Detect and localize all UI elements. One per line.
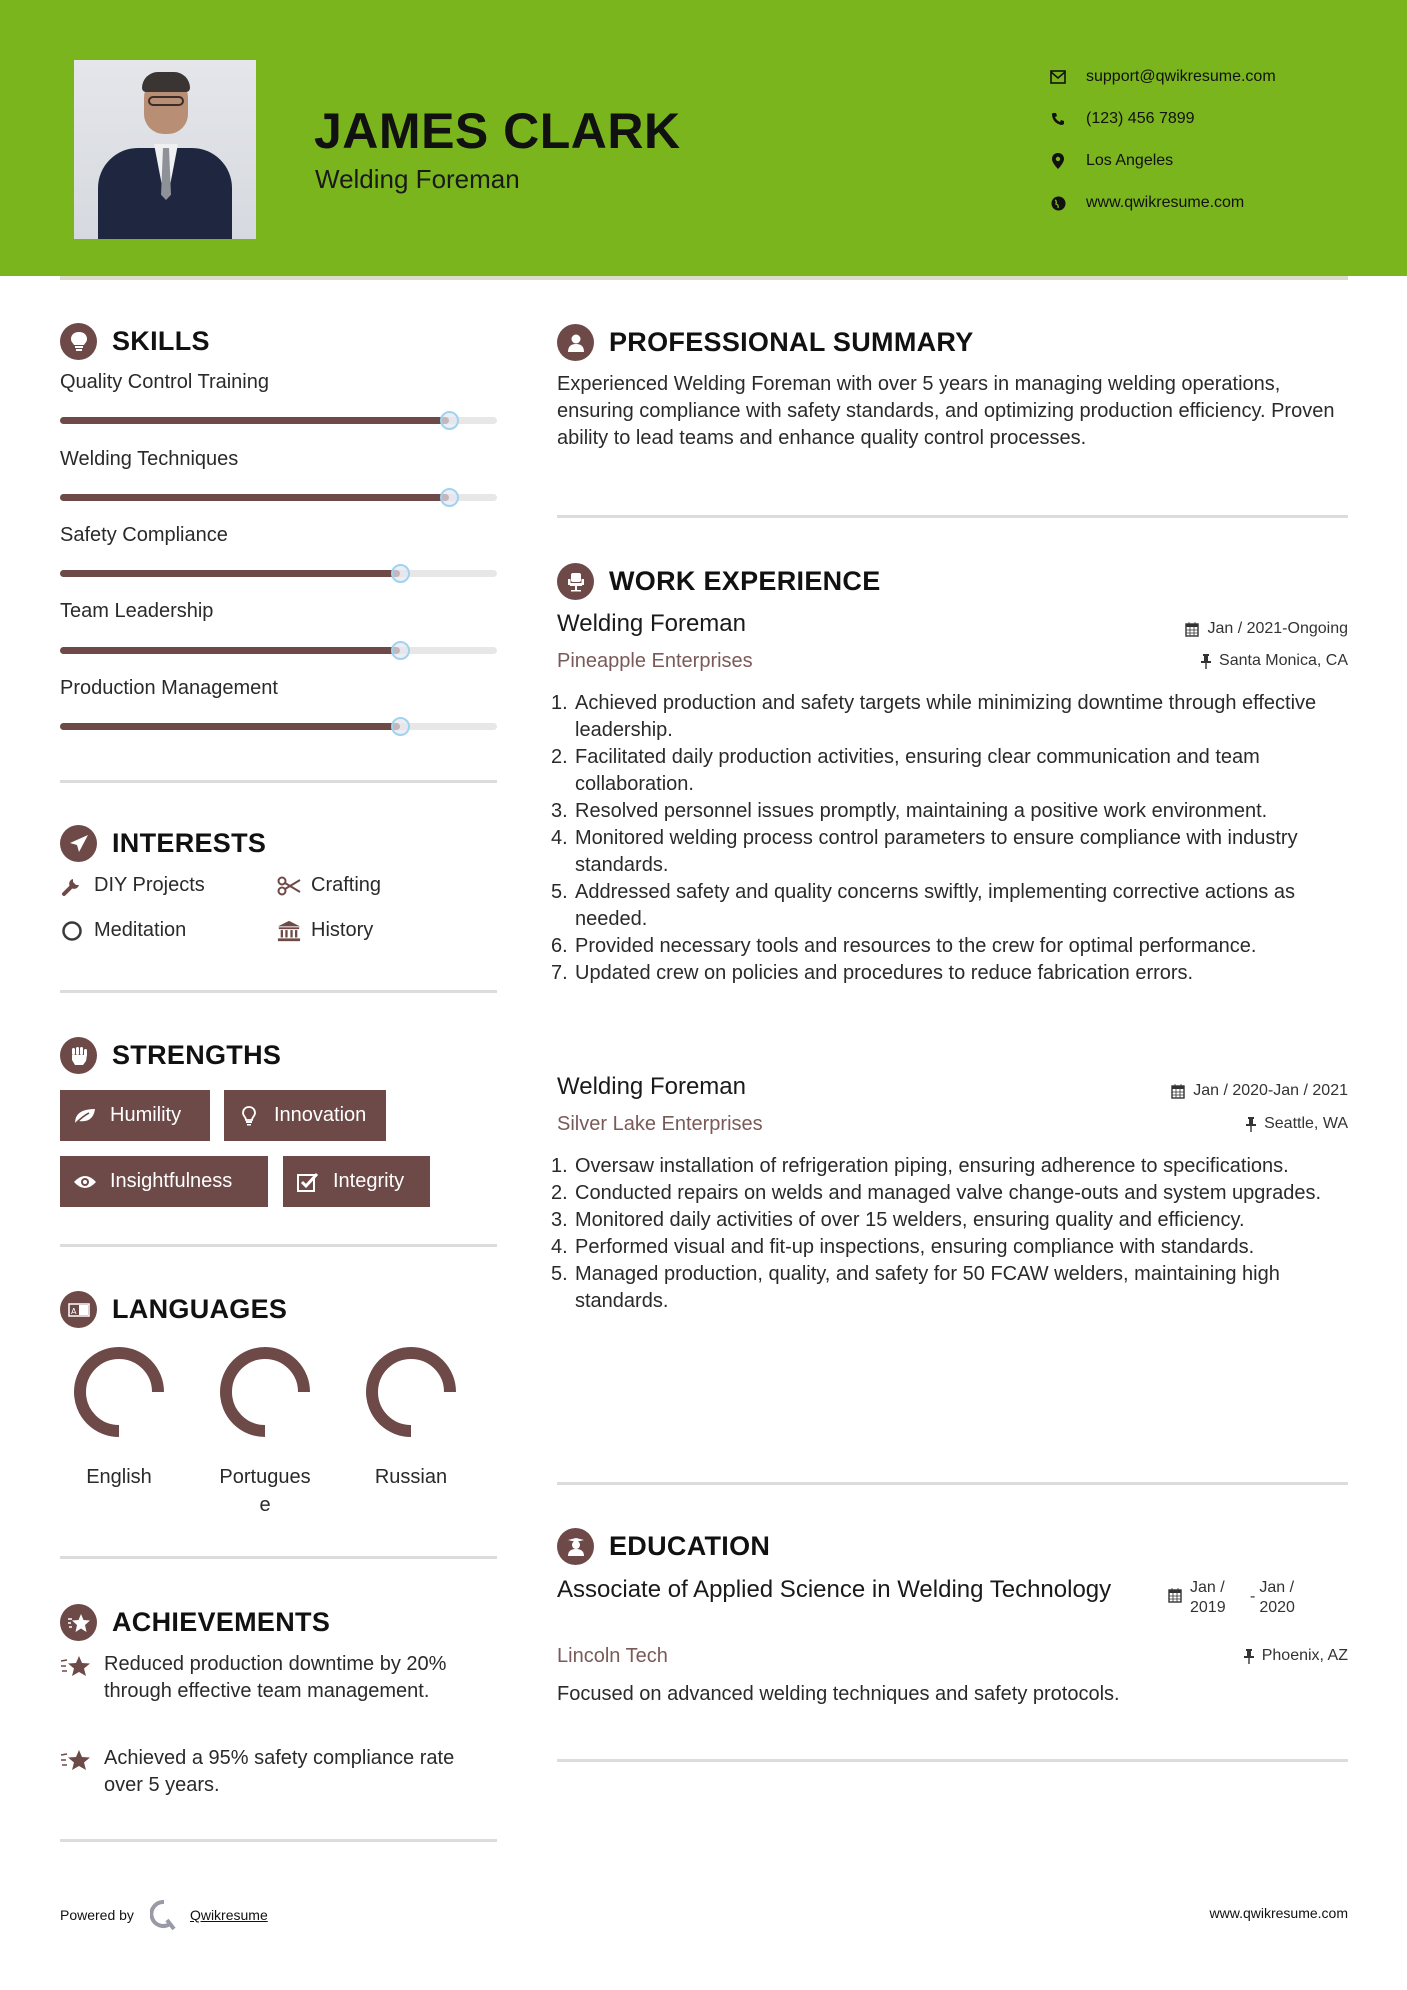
qwikresume-link[interactable]: Qwikresume xyxy=(189,1907,268,1923)
achievement-item: Achieved a 95% safety compliance rate over 5 years. xyxy=(60,1745,490,1799)
duty-item: 6. Provided necessary tools and resources to the crew for optimal performance. xyxy=(551,935,1257,957)
user-icon xyxy=(557,324,594,361)
skill-bar xyxy=(60,647,497,654)
skill-bar-handle xyxy=(391,564,410,583)
duty-item: 4. Performed visual and fit-up inspections, ensuring compliance with standards. xyxy=(551,1236,1255,1258)
pushpin-icon xyxy=(1246,1117,1256,1132)
skill-bar-handle xyxy=(391,641,410,660)
wrench-icon xyxy=(60,875,84,897)
candidate-name: JAMES CLARK xyxy=(314,103,681,159)
achievements-heading: ACHIEVEMENTS xyxy=(60,1604,330,1641)
skill-label: Team Leadership xyxy=(60,600,214,622)
language-progress-ring xyxy=(74,1347,164,1437)
duty-item: 5. Addressed safety and quality concerns swiftly, implementing corrective actions as needed. xyxy=(551,881,1295,930)
section-divider xyxy=(60,780,497,783)
job-dates: Jan / 2021-Ongoing xyxy=(1185,620,1348,638)
job-duties-list xyxy=(551,690,1357,987)
interests-heading: INTERESTS xyxy=(60,825,266,862)
footer-website[interactable]: www.qwikresume.com xyxy=(1209,1905,1348,1921)
education-location: Phoenix, AZ xyxy=(1244,1647,1348,1665)
fist-icon xyxy=(60,1037,97,1074)
school-name: Lincoln Tech xyxy=(557,1645,668,1667)
section-divider xyxy=(60,1244,497,1247)
duty-item: 3. Monitored daily activities of over 15 welders, ensuring quality and efficiency. xyxy=(551,1209,1245,1231)
section-divider xyxy=(557,1482,1348,1485)
star-icon xyxy=(60,1651,92,1705)
paper-plane-icon xyxy=(60,825,97,862)
job-company: Silver Lake Enterprises xyxy=(557,1113,763,1135)
job-dates: Jan / 2020-Jan / 2021 xyxy=(1171,1082,1348,1100)
job-location: Seattle, WA xyxy=(1246,1115,1348,1133)
globe-icon xyxy=(1050,195,1066,211)
contact-location-text: Los Angeles xyxy=(1086,152,1174,169)
interest-item: Meditation xyxy=(60,919,186,942)
interest-item: DIY Projects xyxy=(60,874,205,897)
job-title: Welding Foreman xyxy=(557,1073,746,1100)
star-badge-icon xyxy=(60,1604,97,1641)
skill-label: Production Management xyxy=(60,677,278,699)
star-icon xyxy=(60,1745,92,1799)
duty-item: 2. Facilitated daily production activities, ensuring clear communication and team collaboration. xyxy=(551,746,1260,795)
lightbulb-icon xyxy=(236,1105,262,1127)
strength-chip: Insightfulness xyxy=(60,1156,268,1207)
chair-icon xyxy=(557,563,594,600)
calendar-icon xyxy=(1185,622,1199,637)
contact-website[interactable] xyxy=(1050,182,1276,224)
skill-label: Quality Control Training xyxy=(60,371,269,393)
leaf-icon xyxy=(72,1105,98,1127)
duty-item: 7. Updated crew on policies and procedures to reduce fabrication errors. xyxy=(551,962,1194,984)
contact-phone-text: (123) 456 7899 xyxy=(1086,110,1195,127)
education-dates xyxy=(1168,1578,1303,1618)
duty-item: 4. Monitored welding process control parameters to ensure compliance with industry standards. xyxy=(551,827,1298,876)
section-divider xyxy=(557,1759,1348,1762)
skill-bar xyxy=(60,570,497,577)
pushpin-icon xyxy=(1201,654,1211,669)
education-end-date: Jan / 2020 xyxy=(1259,1579,1295,1616)
duty-item: 1. Oversaw installation of refrigeration piping, ensuring adherence to specifications. xyxy=(551,1155,1289,1177)
skill-label: Welding Techniques xyxy=(60,448,239,470)
job-duties-list xyxy=(551,1153,1357,1315)
header-divider xyxy=(60,276,1348,280)
skill-bar-handle xyxy=(440,488,459,507)
map-marker-icon xyxy=(1050,153,1066,169)
skill-bar xyxy=(60,723,497,730)
skills-heading: SKILLS xyxy=(60,323,210,360)
duty-item: 2. Conducted repairs on welds and managed valve change-outs and system upgrades. xyxy=(551,1182,1322,1204)
summary-heading: PROFESSIONAL SUMMARY xyxy=(557,324,974,361)
contact-phone[interactable] xyxy=(1050,98,1276,140)
job-company: Pineapple Enterprises xyxy=(557,650,753,672)
section-divider xyxy=(557,515,1348,518)
section-divider xyxy=(60,1839,497,1842)
degree-title: Associate of Applied Science in Welding Technology xyxy=(557,1576,1112,1603)
skill-bar xyxy=(60,417,497,424)
education-description: Focused on advanced welding techniques and safety protocols. xyxy=(557,1683,1120,1705)
languages-heading: A LANGUAGES xyxy=(60,1291,287,1328)
language-item: Portuguese xyxy=(205,1347,325,1519)
eye-icon xyxy=(72,1171,98,1193)
achievement-item: Reduced production downtime by 20% through effective team management. xyxy=(60,1651,490,1705)
header-banner xyxy=(0,0,1407,276)
check-square-icon xyxy=(295,1171,321,1193)
language-item: Russian xyxy=(351,1347,471,1491)
language-item: English xyxy=(59,1347,179,1491)
date-separator: - xyxy=(1250,1588,1256,1605)
strengths-heading: STRENGTHS xyxy=(60,1037,281,1074)
skill-bar xyxy=(60,494,497,501)
circle-icon xyxy=(60,920,84,942)
language-progress-ring xyxy=(366,1347,456,1437)
language-progress-ring xyxy=(220,1347,310,1437)
skill-bar-handle xyxy=(440,411,459,430)
summary-text: Experienced Welding Foreman with over 5 years in managing welding operations, ensuring compliance with safety standards, and optimizing production efficiency. Proven ability to lead teams and enhance quality control processes. xyxy=(557,373,1335,449)
bank-icon xyxy=(277,920,301,942)
contact-location xyxy=(1050,140,1276,182)
qwikresume-logo-icon xyxy=(150,1900,178,1930)
contact-list xyxy=(1050,56,1276,224)
profile-photo xyxy=(74,60,256,239)
contact-email[interactable] xyxy=(1050,56,1276,98)
section-divider xyxy=(60,990,497,993)
scissors-icon xyxy=(277,875,301,897)
skill-bar-handle xyxy=(391,717,410,736)
duty-item: 5. Managed production, quality, and safety for 50 FCAW welders, maintaining high standards. xyxy=(551,1263,1280,1312)
svg-text:A: A xyxy=(70,1306,76,1316)
duty-item: 1. Achieved production and safety targets while minimizing downtime through effective leadership. xyxy=(551,692,1317,741)
translate-icon xyxy=(60,1291,97,1328)
pushpin-icon xyxy=(1244,1649,1254,1664)
contact-email-text: support@qwikresume.com xyxy=(1086,68,1276,85)
calendar-icon xyxy=(1171,1084,1185,1099)
skill-label: Safety Compliance xyxy=(60,524,228,546)
lightbulb-icon xyxy=(60,323,97,360)
education-start-date: Jan / 2019 xyxy=(1190,1579,1226,1616)
calendar-icon xyxy=(1168,1588,1182,1609)
job-location: Santa Monica, CA xyxy=(1201,652,1348,670)
strength-chip: Innovation xyxy=(224,1090,386,1141)
interest-item: Crafting xyxy=(277,874,381,897)
section-divider xyxy=(60,1556,497,1559)
candidate-title: Welding Foreman xyxy=(315,164,520,194)
interest-item: History xyxy=(277,919,373,942)
education-heading: EDUCATION xyxy=(557,1528,770,1565)
experience-heading: WORK EXPERIENCE xyxy=(557,563,881,600)
strength-chip: Humility xyxy=(60,1090,210,1141)
strength-chip: Integrity xyxy=(283,1156,430,1207)
graduate-icon xyxy=(557,1528,594,1565)
duty-item: 3. Resolved personnel issues promptly, maintaining a positive work environment. xyxy=(551,800,1268,822)
envelope-icon xyxy=(1050,69,1066,85)
job-title: Welding Foreman xyxy=(557,610,746,637)
contact-website-text: www.qwikresume.com xyxy=(1086,194,1245,211)
phone-icon xyxy=(1050,111,1066,127)
footer-powered-by: Powered by Qwikresume xyxy=(60,1900,268,1930)
